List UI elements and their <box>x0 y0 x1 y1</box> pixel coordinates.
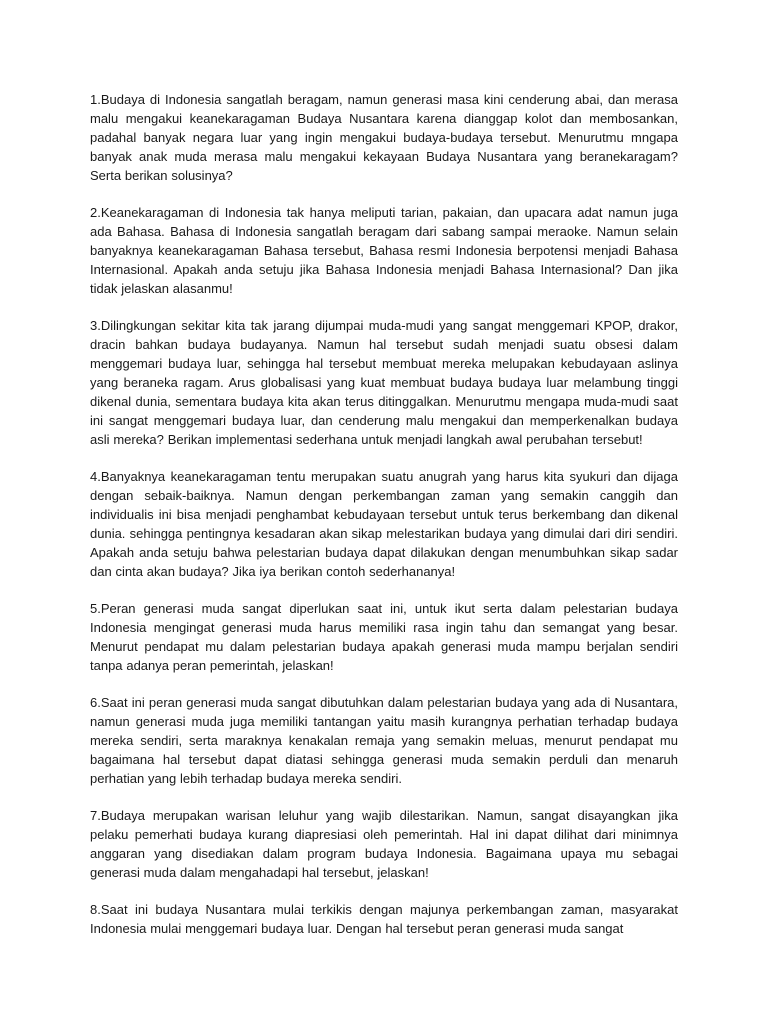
question-2: 2.Keanekaragaman di Indonesia tak hanya meliputi tarian, pakaian, dan upacara adat namun juga ada Bahasa. Bahasa di Indonesia sangatlah beragam dari sabang sampai meraoke. Namun selain banyaknya keanekaragaman Bahasa tersebut, Bahasa resmi Indonesia berpotensi menjadi Bahasa Internasional. Apakah anda setuju jika Bahasa Indonesia menjadi Bahasa Internasional? Dan jika tidak jelaskan alasanmu! <box>90 205 678 296</box>
question-4: 4.Banyaknya keanekaragaman tentu merupakan suatu anugrah yang harus kita syukuri dan dijaga dengan sebaik-baiknya. Namun dengan perkembangan zaman yang semakin canggih dan individualis ini bisa menjadi penghambat kebudayaan tersebut untuk terus berkembang dan dikenal dunia. sehingga pentingnya kesadaran akan sikap melestarikan budaya yang dimulai dari diri sendiri. Apakah anda setuju bahwa pelestarian budaya dapat dilakukan dengan menumbuhkan sikap sadar dan cinta akan budaya? Jika iya berikan contoh sederhananya! <box>90 469 678 579</box>
question-5: 5.Peran generasi muda sangat diperlukan saat ini, untuk ikut serta dalam pelestarian budaya Indonesia mengingat generasi muda harus memiliki rasa ingin tahu dan semangat yang besar. Menurut pendapat mu dalam pelestarian budaya apakah generasi muda mampu berjalan sendiri tanpa adanya peran pemerintah, jelaskan! <box>90 601 678 673</box>
document-body <box>90 90 678 956</box>
question-6: 6.Saat ini peran generasi muda sangat dibutuhkan dalam pelestarian budaya yang ada di Nusantara, namun generasi muda juga memiliki tantangan yaitu masih kurangnya perhatian terhadap budaya mereka sendiri, serta maraknya kenakalan remaja yang semakin meluas, menurut pendapat mu bagaimana hal tersebut dapat diatasi sehingga generasi muda semakin perduli dan menaruh perhatian yang lebih terhadap budaya mereka sendiri. <box>90 695 678 786</box>
question-8: 8.Saat ini budaya Nusantara mulai terkikis dengan majunya perkembangan zaman, masyarakat Indonesia mulai menggemari budaya luar. Dengan hal tersebut peran generasi muda sangat <box>90 902 678 936</box>
question-1: 1.Budaya di Indonesia sangatlah beragam, namun generasi masa kini cenderung abai, dan merasa malu mengakui keanekaragaman Budaya Nusantara karena dianggap kolot dan membosankan, padahal banyak negara luar yang ingin mengakui budaya-budaya tersebut. Menurutmu mngapa banyak anak muda merasa malu mengakui kekayaan Budaya Nusantara yang beranekaragam? Serta berikan solusinya? <box>90 92 678 183</box>
question-7: 7.Budaya merupakan warisan leluhur yang wajib dilestarikan. Namun, sangat disayangkan jika pelaku pemerhati budaya kurang diapresiasi oleh pemerintah. Hal ini dapat dilihat dari minimnya anggaran yang disediakan dalam program budaya Indonesia. Bagaimana upaya mu sebagai generasi muda dalam mengahadapi hal tersebut, jelaskan! <box>90 808 678 880</box>
question-3: 3.Dilingkungan sekitar kita tak jarang dijumpai muda-mudi yang sangat menggemari KPOP, drakor, dracin bahkan budaya budayanya. Namun hal tersebut sudah menjadi suatu obsesi dalam menggemari budaya luar, sehingga hal tersebut membuat mereka melupakan kebudayaan aslinya yang beraneka ragam. Arus globalisasi yang kuat membuat budaya budaya luar melambung tinggi dikenal dunia, sementara budaya kita akan terus ditinggalkan. Menurutmu mengapa muda-mudi saat ini sangat menggemari budaya luar, dan cenderung malu mengakui dan memperkenalkan budaya asli mereka? Berikan implementasi sederhana untuk menjadi langkah awal perubahan tersebut! <box>90 318 678 447</box>
